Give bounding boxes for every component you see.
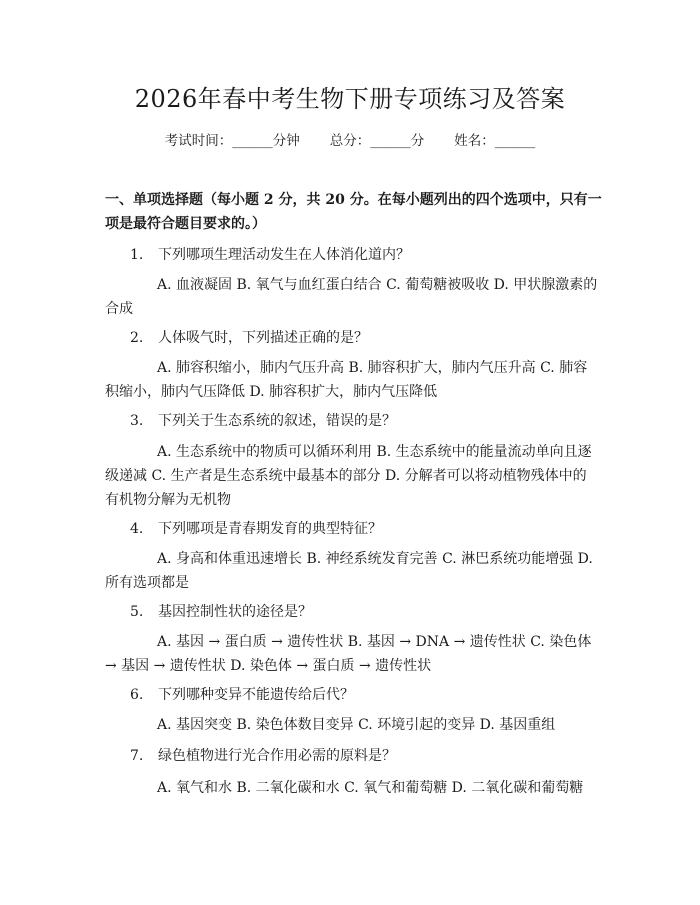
question-text: 下列哪项是青春期发育的典型特征？ [158, 521, 382, 537]
question-text: 下列哪项生理活动发生在人体消化道内？ [158, 247, 410, 263]
question-options: A. 肺容积缩小，肺内气压升高 B. 肺容积扩大，肺内气压升高 C. 肺容积缩小，肺内气压降低 D. 肺容积扩大，肺内气压降低 [105, 360, 588, 400]
student-name-field: 姓名：______ [454, 133, 536, 149]
question-options: A. 氧气和水 B. 二氧化碳和水 C. 氧气和葡萄糖 D. 二氧化碳和葡萄糖 [157, 780, 584, 796]
page-title: 2026年春中考生物下册专项练习及答案 [134, 85, 566, 113]
question-options: A. 生态系统中的物质可以循环利用 B. 生态系统中的能量流动单向且逐级递减 C. 生产者是生态系统中最基本的部分 D. 分解者可以将动植物残体中的有机物分解为无机物 [105, 444, 592, 508]
question-options: A. 身高和体重迅速增长 B. 神经系统发育完善 C. 淋巴系统功能增强 D. 所有选项都是 [105, 551, 593, 591]
question-number: 2. [130, 330, 144, 346]
question-number: 3. [130, 413, 144, 429]
exam-time-field: 考试时间：______分钟 [164, 133, 300, 149]
question-options: A. 基因突变 B. 染色体数目变异 C. 环境引起的变异 D. 基因重组 [157, 717, 556, 733]
question-stem [130, 243, 600, 267]
question-number: 1. [130, 247, 144, 263]
question-stem [130, 600, 600, 624]
question-text: 下列哪种变异不能遗传给后代？ [158, 687, 354, 703]
question-text: 绿色植物进行光合作用必需的原料是？ [158, 748, 396, 764]
question-number: 6. [130, 687, 144, 703]
question-stem [130, 409, 600, 433]
question-text: 下列关于生态系统的叙述，错误的是？ [158, 413, 396, 429]
exam-meta [0, 130, 700, 152]
question-stem [130, 683, 600, 707]
total-score-field: 总分：______分 [329, 133, 425, 149]
question-options: A. 血液凝固 B. 氧气与血红蛋白结合 C. 葡萄糖被吸收 D. 甲状腺激素的合成 [105, 277, 598, 317]
question-stem [130, 744, 600, 768]
question-stem [130, 326, 600, 350]
question-text: 人体吸气时，下列描述正确的是？ [158, 330, 368, 346]
question-number: 4. [130, 521, 144, 537]
question-stem [130, 517, 600, 541]
question-text: 基因控制性状的途径是？ [158, 604, 312, 620]
section-heading: 一、单项选择题（每小题 2 分，共 20 分。在每小题列出的四个选项中，只有一项是最符合题目要求的。） [105, 192, 602, 232]
question-number: 5. [130, 604, 144, 620]
question-number: 7. [130, 748, 144, 764]
question-options: A. 基因 → 蛋白质 → 遗传性状 B. 基因 → DNA → 遗传性状 C. 染色体 → 基因 → 遗传性状 D. 染色体 → 蛋白质 → 遗传性状 [105, 634, 592, 674]
